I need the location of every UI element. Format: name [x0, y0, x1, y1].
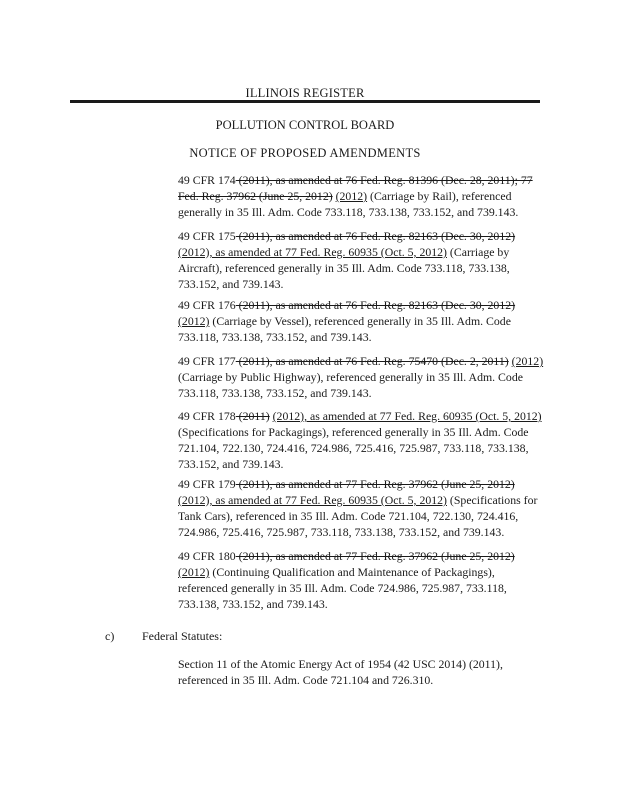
inserted-text: (2012), as amended at 77 Fed. Reg. 60935 (Oct. 5, 2012)	[178, 245, 447, 259]
notice-heading: NOTICE OF PROPOSED AMENDMENTS	[189, 146, 421, 160]
cfr-entry-178	[178, 408, 544, 472]
cfr-entry-175	[178, 228, 544, 292]
deleted-text: (2011), as amended at 76 Fed. Reg. 81396 (Dec. 28, 2011); 77 Fed. Reg. 37962 (June 25, 2012)	[178, 173, 533, 203]
deleted-text: (2011), as amended at 76 Fed. Reg. 82163 (Dec. 30, 2012)	[235, 229, 516, 243]
entry-tail: (Specifications for Packagings), referenced generally in 35 Ill. Adm. Code 721.104, 722.130, 724.416, 724.986, 725.416, 725.987, 733.118, 733.138, 733.152, and 739.143.	[178, 425, 529, 471]
entry-lead: 49 CFR 176	[178, 298, 236, 312]
cfr-entry-179	[178, 476, 544, 540]
entry-lead: 49 CFR 175	[178, 229, 236, 243]
statute-entry: Section 11 of the Atomic Energy Act of 1954 (42 USC 2014) (2011), referenced in 35 Ill. Adm. Code 721.104 and 726.310.	[178, 657, 503, 687]
entry-lead: 49 CFR 180	[178, 549, 236, 563]
deleted-text: (2011), as amended at 76 Fed. Reg. 75470 (Dec. 2, 2011)	[235, 354, 509, 368]
deleted-text: (2011)	[235, 409, 270, 423]
board-heading: POLLUTION CONTROL BOARD	[215, 118, 395, 132]
entry-lead: 49 CFR 178	[178, 409, 236, 423]
inserted-text: (2012)	[335, 189, 368, 203]
cfr-entry-180	[178, 548, 544, 612]
entry-lead: 49 CFR 177	[178, 354, 236, 368]
entry-tail: (Carriage by Public Highway), referenced generally in 35 Ill. Adm. Code 733.118, 733.138, 733.152, and 739.143.	[178, 370, 523, 400]
entry-tail: (Carriage by Aircraft), referenced generally in 35 Ill. Adm. Code 733.118, 733.138, 733.152, and 739.143.	[178, 245, 510, 291]
inserted-text: (2012)	[178, 314, 210, 328]
section-label: c)	[105, 629, 115, 643]
entry-lead: 49 CFR 174	[178, 173, 236, 187]
cfr-entry-176	[178, 297, 544, 345]
deleted-text: (2011), as amended at 77 Fed. Reg. 37962 (June 25, 2012)	[235, 549, 515, 563]
section-title: Federal Statutes:	[142, 629, 223, 643]
entry-lead: 49 CFR 179	[178, 477, 236, 491]
header-rule	[70, 100, 540, 103]
cfr-entry-174	[178, 172, 544, 220]
deleted-text: (2011), as amended at 76 Fed. Reg. 82163 (Dec. 30, 2012)	[235, 298, 516, 312]
deleted-text: (2011), as amended at 77 Fed. Reg. 37962 (June 25, 2012)	[235, 477, 515, 491]
inserted-text: (2012), as amended at 77 Fed. Reg. 60935 (Oct. 5, 2012)	[272, 409, 542, 423]
cfr-entry-177	[178, 353, 544, 401]
entry-tail: (Continuing Qualification and Maintenance of Packagings), referenced generally in 35 Ill. Adm. Code 724.986, 725.987, 733.118, 733.138, 733.152, and 739.143.	[178, 565, 507, 611]
entry-tail: (Carriage by Vessel), referenced generally in 35 Ill. Adm. Code 733.118, 733.138, 733.152, and 739.143.	[178, 314, 511, 344]
entry-tail: (Specifications for Tank Cars), referenced in 35 Ill. Adm. Code 721.104, 722.130, 724.416, 724.986, 725.416, 725.987, 733.118, 733.138, 733.152, and 739.143.	[178, 493, 538, 539]
entry-tail: (Carriage by Rail), referenced generally in 35 Ill. Adm. Code 733.118, 733.138, 733.152, and 739.143.	[178, 189, 519, 219]
inserted-text: (2012)	[511, 354, 544, 368]
inserted-text: (2012)	[178, 565, 210, 579]
register-heading: ILLINOIS REGISTER	[245, 86, 365, 100]
inserted-text: (2012), as amended at 77 Fed. Reg. 60935 (Oct. 5, 2012)	[178, 493, 447, 507]
